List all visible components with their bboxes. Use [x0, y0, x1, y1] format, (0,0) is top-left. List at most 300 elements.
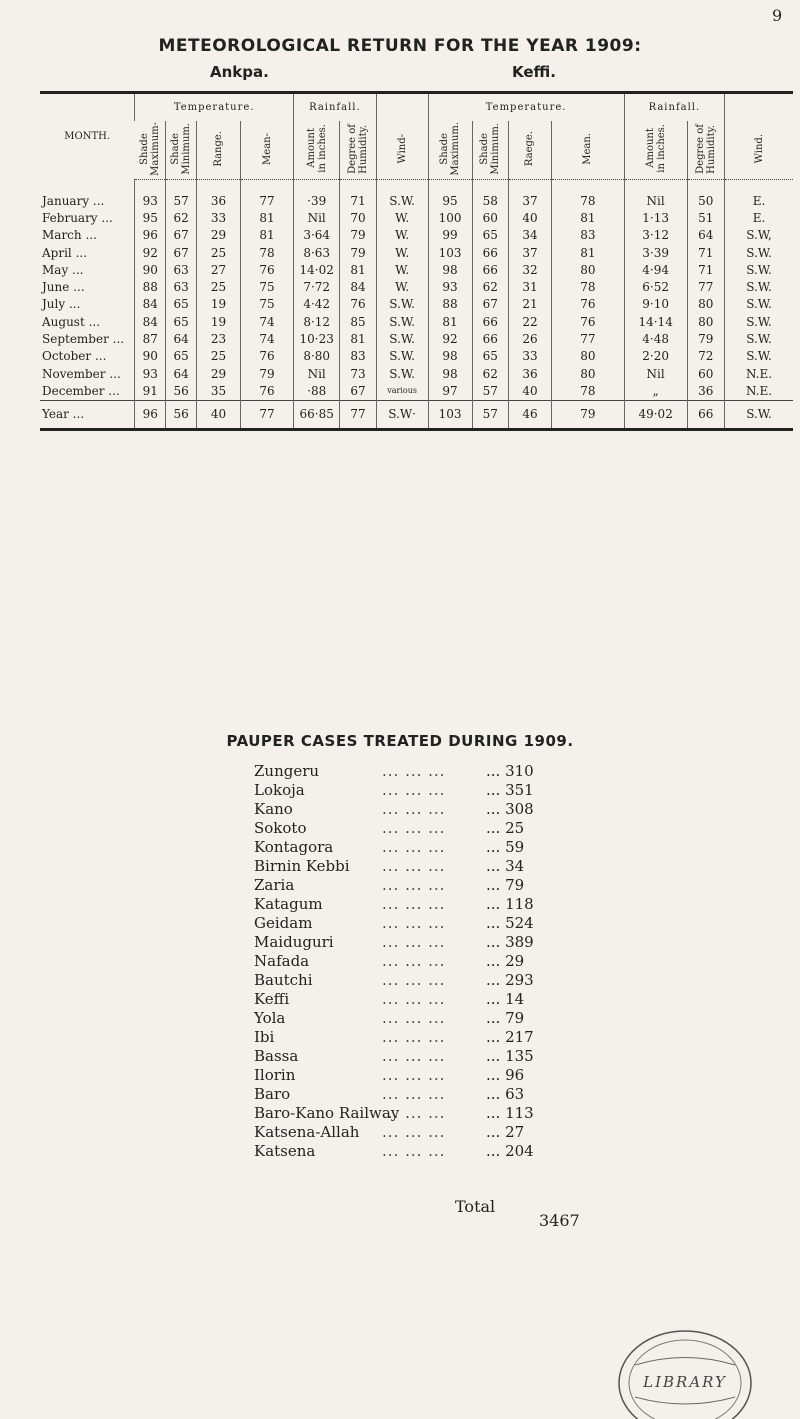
case-count: ... 308: [486, 800, 534, 818]
ankpa-value-cell: 63: [166, 261, 197, 278]
keffi-value-cell: 4·94: [624, 261, 687, 278]
pauper-list: [254, 762, 554, 1161]
keffi-value-cell: 3·12: [624, 227, 687, 244]
keffi-value-cell: 31: [508, 278, 551, 295]
leader-dots: ... ... ...: [382, 1047, 446, 1065]
keffi-value-cell: 80: [687, 313, 724, 330]
pauper-row: [254, 1142, 554, 1161]
total-label: Total: [455, 1197, 496, 1216]
case-count: ... 14: [486, 990, 525, 1008]
ankpa-value-cell: S.W.: [376, 296, 428, 313]
case-count: ... 79: [486, 1009, 525, 1027]
month-cell: June ...: [42, 280, 85, 295]
keffi-value-cell: S.W.: [725, 261, 793, 278]
leader-dots: ... ... ...: [382, 914, 446, 932]
column-header: Range.: [213, 130, 225, 167]
ankpa-value-cell: 76: [241, 261, 294, 278]
place-name: Ilorin: [254, 1066, 296, 1084]
keffi-value-cell: 62: [472, 365, 508, 382]
ankpa-value-cell: Nil: [294, 365, 340, 382]
ankpa-value-cell: 29: [197, 227, 241, 244]
keffi-value-cell: 93: [428, 278, 472, 295]
pauper-row: [254, 1123, 554, 1142]
keffi-value-cell: 98: [428, 365, 472, 382]
ankpa-value-cell: 77: [241, 400, 294, 429]
keffi-value-cell: 80: [551, 261, 624, 278]
leader-dots: ... ... ...: [382, 971, 446, 989]
pauper-row: [254, 857, 554, 876]
leader-dots: ... ... ...: [382, 895, 446, 913]
month-row: [40, 244, 793, 261]
month-cell: April ...: [42, 245, 88, 260]
month-row: [40, 261, 793, 278]
meteorological-table: [40, 91, 793, 431]
ankpa-value-cell: 81: [340, 330, 376, 347]
ankpa-value-cell: 8·80: [294, 348, 340, 365]
keffi-value-cell: 1·13: [624, 209, 687, 226]
ankpa-value-cell: 96: [135, 227, 166, 244]
keffi-value-cell: 40: [508, 382, 551, 400]
case-count: ... 310: [486, 762, 534, 780]
keffi-value-cell: 2·20: [624, 348, 687, 365]
month-cell: February ...: [42, 210, 113, 225]
ankpa-value-cell: S.W·: [376, 400, 428, 429]
column-header: Wind-: [396, 133, 408, 164]
leader-dots: ... ... ...: [382, 1142, 446, 1160]
place-name: Katsena-Allah: [254, 1123, 360, 1141]
place-name: Katsena: [254, 1142, 316, 1160]
keffi-value-cell: 103: [428, 244, 472, 261]
month-row: [40, 227, 793, 244]
place-name: Katagum: [254, 895, 323, 913]
keffi-value-cell: 100: [428, 209, 472, 226]
ankpa-value-cell: 57: [166, 192, 197, 209]
keffi-value-cell: S.W.: [725, 278, 793, 295]
pauper-row: [254, 895, 554, 914]
keffi-value-cell: 66: [472, 313, 508, 330]
ankpa-value-cell: 29: [197, 365, 241, 382]
keffi-value-cell: 32: [508, 261, 551, 278]
ankpa-value-cell: 93: [135, 192, 166, 209]
keffi-value-cell: 79: [551, 400, 624, 429]
keffi-value-cell: 21: [508, 296, 551, 313]
ankpa-value-cell: 79: [340, 244, 376, 261]
ankpa-value-cell: 74: [241, 313, 294, 330]
keffi-value-cell: 58: [472, 192, 508, 209]
keffi-value-cell: Nil: [624, 192, 687, 209]
month-cell: August ...: [42, 314, 101, 329]
total-value: 3467: [539, 1211, 580, 1230]
column-header: Degree of Humidity.: [694, 123, 717, 174]
keffi-value-cell: 71: [687, 244, 724, 261]
month-cell: March ...: [42, 228, 97, 243]
pauper-row: [254, 800, 554, 819]
month-cell: December ...: [42, 383, 120, 398]
keffi-value-cell: 14·14: [624, 313, 687, 330]
place-name: Bautchi: [254, 971, 313, 989]
case-count: ... 25: [486, 819, 525, 837]
keffi-value-cell: 66: [472, 330, 508, 347]
keffi-value-cell: 81: [551, 244, 624, 261]
column-header: Amount in inches.: [644, 124, 667, 173]
case-count: ... 29: [486, 952, 525, 970]
leader-dots: ... ... ...: [382, 876, 446, 894]
pauper-row: [254, 1009, 554, 1028]
ankpa-value-cell: 64: [166, 365, 197, 382]
leader-dots: ... ... ...: [382, 857, 446, 875]
place-name: Kontagora: [254, 838, 334, 856]
month-cell: September ...: [42, 332, 125, 347]
month-cell: May ...: [42, 262, 84, 277]
place-name: Lokoja: [254, 781, 305, 799]
column-header: Mean-: [261, 132, 273, 165]
pauper-row: [254, 1066, 554, 1085]
keffi-value-cell: S.W.: [725, 330, 793, 347]
place-name: Birnin Kebbi: [254, 857, 350, 875]
ankpa-value-cell: 19: [197, 296, 241, 313]
month-cell: October ...: [42, 349, 107, 364]
keffi-value-cell: 98: [428, 348, 472, 365]
keffi-value-cell: S.W.: [725, 400, 793, 429]
case-count: ... 351: [486, 781, 534, 799]
keffi-value-cell: 79: [687, 330, 724, 347]
ankpa-value-cell: 65: [166, 296, 197, 313]
place-name: Yola: [254, 1009, 286, 1027]
stamp-band-bottom: [635, 1397, 735, 1404]
leader-dots: ... ... ...: [382, 762, 446, 780]
keffi-value-cell: 78: [551, 192, 624, 209]
keffi-value-cell: 66: [472, 244, 508, 261]
keffi-value-cell: 80: [687, 296, 724, 313]
keffi-value-cell: 72: [687, 348, 724, 365]
ankpa-value-cell: ·88: [294, 382, 340, 400]
month-row: [40, 296, 793, 313]
month-row: [40, 278, 793, 295]
station-ankpa: Ankpa.: [210, 63, 269, 81]
ankpa-value-cell: 7·72: [294, 278, 340, 295]
ankpa-value-cell: 67: [340, 382, 376, 400]
ankpa-value-cell: W.: [376, 261, 428, 278]
leader-dots: ... ... ...: [382, 952, 446, 970]
pauper-row: [254, 971, 554, 990]
leader-dots: ... ... ...: [382, 1028, 446, 1046]
pauper-row: [254, 952, 554, 971]
ankpa-value-cell: 75: [241, 278, 294, 295]
pauper-row: [254, 914, 554, 933]
ankpa-value-cell: 8·63: [294, 244, 340, 261]
ankpa-value-cell: 3·64: [294, 227, 340, 244]
keffi-value-cell: 83: [551, 227, 624, 244]
case-count: ... 113: [486, 1104, 534, 1122]
keffi-value-cell: S.W.: [725, 313, 793, 330]
ankpa-temperature-header: Temperature.: [135, 93, 294, 122]
ankpa-value-cell: Nil: [294, 209, 340, 226]
place-name: Baro: [254, 1085, 291, 1103]
keffi-value-cell: 71: [687, 261, 724, 278]
pauper-row: [254, 1085, 554, 1104]
ankpa-value-cell: S.W.: [376, 348, 428, 365]
column-header: Raege.: [524, 130, 536, 167]
ankpa-value-cell: W.: [376, 278, 428, 295]
keffi-value-cell: 40: [508, 209, 551, 226]
place-name: Geidam: [254, 914, 313, 932]
keffi-value-cell: S.W.: [725, 296, 793, 313]
year-row: [40, 400, 793, 429]
ankpa-value-cell: 36: [197, 192, 241, 209]
ankpa-value-cell: 81: [241, 209, 294, 226]
month-cell: July ...: [42, 297, 81, 312]
month-row: [40, 209, 793, 226]
pauper-row: [254, 876, 554, 895]
leader-dots: ... ... ...: [382, 838, 446, 856]
keffi-value-cell: 36: [508, 365, 551, 382]
ankpa-value-cell: 56: [166, 382, 197, 400]
leader-dots: ... ... ...: [382, 800, 446, 818]
ankpa-value-cell: 63: [166, 278, 197, 295]
month-cell: November ...: [42, 366, 121, 381]
ankpa-value-cell: 25: [197, 278, 241, 295]
case-count: ... 524: [486, 914, 534, 932]
keffi-value-cell: 50: [687, 192, 724, 209]
ankpa-value-cell: 23: [197, 330, 241, 347]
ankpa-value-cell: W.: [376, 209, 428, 226]
page-number: 9: [772, 6, 783, 25]
place-name: Sokoto: [254, 819, 307, 837]
ankpa-value-cell: 76: [241, 348, 294, 365]
keffi-value-cell: „: [624, 382, 687, 400]
pauper-row: [254, 762, 554, 781]
keffi-value-cell: 57: [472, 382, 508, 400]
keffi-value-cell: 60: [687, 365, 724, 382]
keffi-value-cell: S.W.: [725, 244, 793, 261]
month-row: [40, 313, 793, 330]
stamp-band-top: [635, 1358, 735, 1366]
month-header: MONTH.: [64, 131, 111, 143]
ankpa-value-cell: 90: [135, 348, 166, 365]
month-cell: January ...: [42, 193, 105, 208]
ankpa-value-cell: 79: [340, 227, 376, 244]
keffi-value-cell: E.: [725, 192, 793, 209]
monthly-rows: [40, 192, 793, 400]
keffi-value-cell: 26: [508, 330, 551, 347]
keffi-value-cell: 34: [508, 227, 551, 244]
page-title: METEOROLOGICAL RETURN FOR THE YEAR 1909:: [158, 36, 642, 56]
column-header: Shade Maximum-: [138, 121, 161, 176]
pauper-row: [254, 1047, 554, 1066]
ankpa-value-cell: 67: [166, 244, 197, 261]
month-row: [40, 348, 793, 365]
month-row: [40, 382, 793, 400]
keffi-temperature-header: Temperature.: [428, 93, 624, 122]
keffi-value-cell: 103: [428, 400, 472, 429]
ankpa-value-cell: 66·85: [294, 400, 340, 429]
case-count: ... 27: [486, 1123, 525, 1141]
ankpa-value-cell: 87: [135, 330, 166, 347]
keffi-value-cell: 78: [551, 382, 624, 400]
keffi-value-cell: 77: [687, 278, 724, 295]
ankpa-value-cell: 85: [340, 313, 376, 330]
keffi-value-cell: 3·39: [624, 244, 687, 261]
place-name: Kano: [254, 800, 293, 818]
ankpa-value-cell: 77: [241, 192, 294, 209]
column-header: Shade Minimum.: [479, 122, 502, 175]
keffi-value-cell: 64: [687, 227, 724, 244]
keffi-value-cell: 80: [551, 365, 624, 382]
keffi-value-cell: 6·52: [624, 278, 687, 295]
ankpa-value-cell: 88: [135, 278, 166, 295]
keffi-value-cell: 95: [428, 192, 472, 209]
leader-dots: ... ... ...: [382, 1066, 446, 1084]
ankpa-value-cell: 27: [197, 261, 241, 278]
ankpa-value-cell: 76: [340, 296, 376, 313]
column-header: Shade Minimum.: [170, 122, 193, 175]
keffi-value-cell: 49·02: [624, 400, 687, 429]
ankpa-value-cell: 25: [197, 244, 241, 261]
keffi-value-cell: 92: [428, 330, 472, 347]
case-count: ... 204: [486, 1142, 534, 1160]
ankpa-value-cell: 79: [241, 365, 294, 382]
ankpa-value-cell: 92: [135, 244, 166, 261]
ankpa-value-cell: 77: [340, 400, 376, 429]
ankpa-value-cell: 84: [135, 296, 166, 313]
pauper-row: [254, 1104, 554, 1123]
ankpa-value-cell: 33: [197, 209, 241, 226]
ankpa-value-cell: 56: [166, 400, 197, 429]
ankpa-value-cell: 81: [241, 227, 294, 244]
keffi-value-cell: 98: [428, 261, 472, 278]
column-header: Amount in inches.: [305, 124, 328, 173]
leader-dots: ... ... ...: [382, 1009, 446, 1027]
column-header: Wind.: [753, 133, 765, 164]
ankpa-value-cell: 74: [241, 330, 294, 347]
month-row: [40, 365, 793, 382]
ankpa-value-cell: 4·42: [294, 296, 340, 313]
keffi-value-cell: S.W,: [725, 227, 793, 244]
ankpa-value-cell: 73: [340, 365, 376, 382]
leader-dots: ... ... ...: [382, 819, 446, 837]
ankpa-value-cell: S.W.: [376, 313, 428, 330]
place-name: Zungeru: [254, 762, 320, 780]
keffi-value-cell: 57: [472, 400, 508, 429]
keffi-value-cell: 97: [428, 382, 472, 400]
keffi-value-cell: 62: [472, 278, 508, 295]
keffi-value-cell: 33: [508, 348, 551, 365]
column-header: Mean.: [582, 132, 594, 165]
ankpa-value-cell: 84: [135, 313, 166, 330]
keffi-value-cell: Nil: [624, 365, 687, 382]
column-header: Shade Maximum.: [439, 121, 462, 176]
case-count: ... 217: [486, 1028, 534, 1046]
case-count: ... 96: [486, 1066, 525, 1084]
keffi-value-cell: 65: [472, 227, 508, 244]
ankpa-value-cell: 91: [135, 382, 166, 400]
leader-dots: ... ... ...: [382, 1085, 446, 1103]
ankpa-value-cell: 64: [166, 330, 197, 347]
keffi-value-cell: N.E.: [725, 382, 793, 400]
ankpa-value-cell: S.W.: [376, 365, 428, 382]
ankpa-value-cell: 70: [340, 209, 376, 226]
ankpa-value-cell: 78: [241, 244, 294, 261]
ankpa-value-cell: 35: [197, 382, 241, 400]
keffi-value-cell: 76: [551, 313, 624, 330]
keffi-value-cell: 99: [428, 227, 472, 244]
ankpa-value-cell: 90: [135, 261, 166, 278]
pauper-title: PAUPER CASES TREATED DURING 1909.: [226, 732, 574, 750]
ankpa-value-cell: W.: [376, 244, 428, 261]
column-header: Degree of Humidity.: [347, 123, 370, 174]
keffi-value-cell: 60: [472, 209, 508, 226]
stamp-text: LIBRARY: [643, 1373, 727, 1391]
case-count: ... 63: [486, 1085, 525, 1103]
keffi-value-cell: 80: [551, 348, 624, 365]
pauper-row: [254, 819, 554, 838]
case-count: ... 293: [486, 971, 534, 989]
ankpa-value-cell: 65: [166, 313, 197, 330]
leader-dots: ... ... ...: [382, 1104, 446, 1122]
pauper-row: [254, 1028, 554, 1047]
pauper-row: [254, 781, 554, 800]
month-row: [40, 330, 793, 347]
place-name: Ibi: [254, 1028, 275, 1046]
ankpa-value-cell: S.W.: [376, 192, 428, 209]
keffi-value-cell: 76: [551, 296, 624, 313]
pauper-row: [254, 990, 554, 1009]
station-keffi: Keffi.: [512, 63, 556, 81]
ankpa-value-cell: 14·02: [294, 261, 340, 278]
keffi-value-cell: 78: [551, 278, 624, 295]
keffi-value-cell: E.: [725, 209, 793, 226]
ankpa-value-cell: 25: [197, 348, 241, 365]
ankpa-value-cell: S.W.: [376, 330, 428, 347]
ankpa-value-cell: ·39: [294, 192, 340, 209]
case-count: ... 389: [486, 933, 534, 951]
ankpa-value-cell: 75: [241, 296, 294, 313]
keffi-rainfall-header: Rainfall.: [624, 93, 724, 122]
keffi-value-cell: S.W.: [725, 348, 793, 365]
ankpa-value-cell: 8·12: [294, 313, 340, 330]
keffi-value-cell: 77: [551, 330, 624, 347]
case-count: ... 135: [486, 1047, 534, 1065]
ankpa-value-cell: 81: [340, 261, 376, 278]
ankpa-value-cell: 76: [241, 382, 294, 400]
library-stamp: [600, 1325, 770, 1419]
ankpa-value-cell: 71: [340, 192, 376, 209]
keffi-value-cell: 37: [508, 192, 551, 209]
keffi-value-cell: 4·48: [624, 330, 687, 347]
place-name: Nafada: [254, 952, 310, 970]
keffi-value-cell: 81: [428, 313, 472, 330]
place-name: Bassa: [254, 1047, 299, 1065]
place-name: Zaria: [254, 876, 295, 894]
place-name: Keffi: [254, 990, 290, 1008]
keffi-value-cell: 65: [472, 348, 508, 365]
ankpa-value-cell: 67: [166, 227, 197, 244]
ankpa-value-cell: 83: [340, 348, 376, 365]
keffi-value-cell: 66: [687, 400, 724, 429]
place-name: Baro-Kano Railway: [254, 1104, 400, 1122]
keffi-value-cell: 66: [472, 261, 508, 278]
case-count: ... 34: [486, 857, 525, 875]
ankpa-value-cell: 93: [135, 365, 166, 382]
keffi-value-cell: 37: [508, 244, 551, 261]
keffi-value-cell: 36: [687, 382, 724, 400]
keffi-value-cell: 67: [472, 296, 508, 313]
place-name: Maiduguri: [254, 933, 334, 951]
ankpa-value-cell: various: [376, 382, 428, 400]
keffi-value-cell: 81: [551, 209, 624, 226]
keffi-value-cell: N.E.: [725, 365, 793, 382]
case-count: ... 118: [486, 895, 534, 913]
